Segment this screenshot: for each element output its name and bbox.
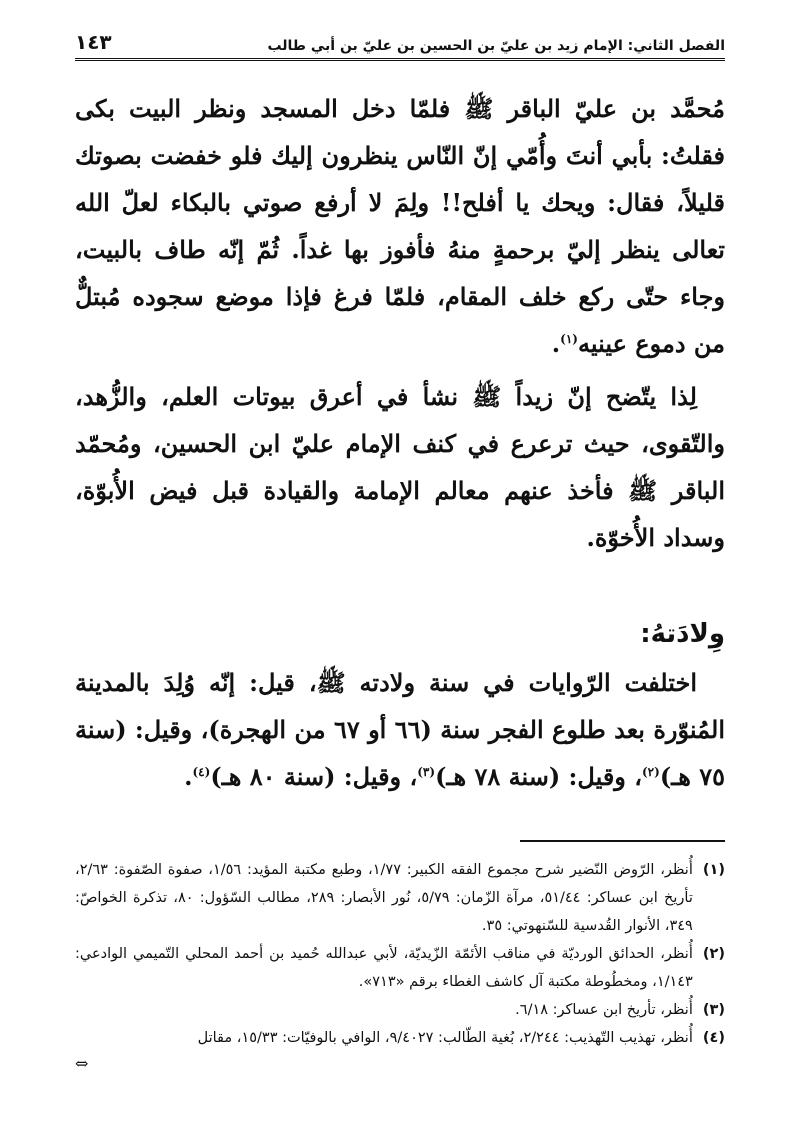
footnote-number: (١): [702, 862, 725, 878]
footnote-separator: [520, 840, 725, 842]
footnote-text: أُنظر، الرّوض النّضير شرح مجموع الفقه الكبير: ١/٧٧، وطبع مكتبة المؤيد: ١/٥٦، صفوة الصّفوة: ٢/٦٣، تأريخ ابن عساكر: ٥١/٤٤، مرآة الزّمان: ٥/٧٩، نُور الأبصار: ٢٨٩، مطالب السّؤول: ٨٠، تذكرة الخواصّ: ٣٤٩، الأنوار القُدسية للسّنهوتي: ٣٥.: [75, 862, 693, 934]
main-text: [75, 85, 725, 800]
footnotes: [75, 856, 725, 1073]
footnote-number: (٣): [702, 1002, 725, 1018]
paragraph-2: لِذا يتّضح إنّ زيداً ﷺ نشأ في أعرق بيوتات العلم، والزُّهد، والتّقوى، حيث ترعرع في كنف الإمام عليّ ابن الحسين، ومُحمّد الباقر ﷺ فأخذ عنهم معالم الإمامة والقيادة قبل فيض الأُبوّة، وسداد الأُخوّة.: [75, 382, 725, 552]
book-page: [75, 30, 725, 1073]
paragraph-3-text-b: ، وقيل: (سنة ٧٨ هـ): [435, 762, 642, 791]
footnote-ref-1[interactable]: (١): [560, 332, 578, 346]
page-number: ١٤٣: [75, 30, 112, 54]
paragraph-3-text-a: اختلفت الرّوايات في سنة ولادته ﷺ، قيل: إنّه وُلِدَ بالمدينة المُنوّرة بعد طلوع الفجر سنة (٦٦ أو ٦٧ من الهجرة)، وقيل: (سنة ٧٥ هـ): [75, 668, 725, 791]
footnote-text: أُنظر، تهذيب التّهذيب: ٢/٢٤٤، بُغية الطّالب: ٩/٤٠٢٧، الوافي بالوفيّات: ١٥/٣٣، مقاتل: [197, 1030, 693, 1046]
running-header: [75, 30, 725, 61]
footnote-text: أُنظر، تأريخ ابن عساكر: ٦/١٨.: [515, 1002, 693, 1018]
footnote-4: [75, 1024, 725, 1052]
footnote-number: (٢): [702, 946, 725, 962]
continuation-arrow-icon: ⇔: [75, 1054, 89, 1073]
footnote-ref-3[interactable]: (٣): [417, 765, 436, 779]
paragraph-1-text: مُحمَّد بن عليّ الباقر ﷺ فلمّا دخل المسجد ونظر البيت بكى فقلتُ: بأبي أنتَ وأُمّي إنّ النّاس ينظرون إليك فلو خفضت بصوتك قليلاً، فقال: ويحك يا أفلح!! ولِمَ لا أرفع صوتي بالبكاء لعلّ الله تعالى ينظر إليّ برحمةٍ منهُ فأفوز بها غداً. ثُمّ إنّه طاف بالبيت، وجاء حتّى ركع خلف المقام، فلمّا فرغ فإذا موضع سجوده مُبتلٌّ من دموع عينيه: [75, 94, 726, 358]
paragraph-3-text-c: ، وقيل: (سنة ٨٠ هـ): [210, 762, 418, 791]
footnote-number: (٤): [702, 1030, 725, 1046]
header-title: الفصل الثاني: الإمام زيد بن عليّ بن الحسين بن عليّ بن أبي طالب: [267, 38, 725, 54]
section-heading: وِلادَتهُ:: [640, 619, 725, 649]
paragraph-1: مُحمَّد بن عليّ الباقر ﷺ فلمّا دخل المسجد ونظر البيت بكى فقلتُ: بأبي أنتَ وأُمّي إنّ النّاس ينظرون إليك فلو خفضت بصوتك قليلاً، فقال: ويحك يا أفلح!! ولِمَ لا أرفع صوتي بالبكاء لعلّ الله تعالى ينظر إليّ برحمةٍ منهُ فأفوز بها غداً. ثُمّ إنّه طاف بالبيت، وجاء حتّى ركع خلف المقام، فلمّا فرغ فإذا موضع سجوده مُبتلٌّ من دموع عينيه$^{(١)}$.: [75, 94, 726, 358]
footnote-1: [75, 856, 725, 940]
footnote-ref-2[interactable]: (٢): [641, 765, 660, 779]
footnote-ref-4[interactable]: (٤): [192, 765, 211, 779]
footnote-2: [75, 940, 725, 996]
paragraph-3-end: .: [184, 762, 193, 791]
paragraph-3: [75, 659, 725, 800]
footnote-3: [75, 996, 725, 1024]
footnote-text: أُنظر، الحدائق الورديّة في مناقب الأئمّة الزّيديّة، لأبي عبدالله حُميد بن أحمد المحلي التّميمي الوادعي: ١/١٤٣، ومخطُوطة مكتبة آل كاشف الغطاء برقم «٧١٣».: [75, 946, 693, 990]
